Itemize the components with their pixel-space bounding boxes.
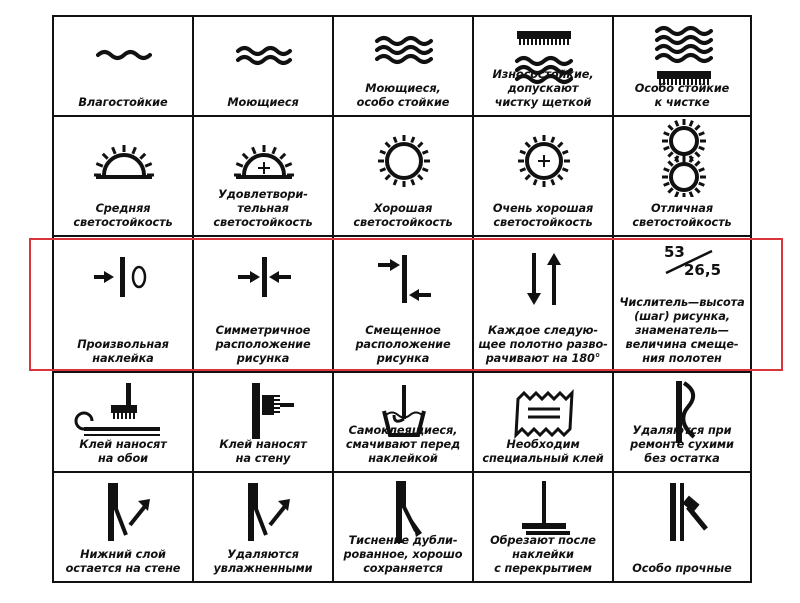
- symbol-label: Смещенное расположение рисунка: [355, 324, 451, 365]
- symbol-label: Каждое следую- щее полотно разво- рачивают на 180°: [478, 324, 608, 365]
- symbol-label: Самоклеящиеся, смачивают перед наклейкой: [345, 424, 461, 465]
- symbol-label: Тиснение дубли- рованное, хорошо сохраняется: [343, 534, 463, 575]
- impact-resistant-icon: [614, 473, 754, 553]
- two-waves-icon: [194, 17, 334, 97]
- symbol-label: Хорошая светостойкость: [353, 202, 453, 229]
- symbol-label: Моющиеся: [227, 96, 299, 109]
- half-sun-plus-icon: [194, 117, 334, 197]
- symbol-label: Моющиеся, особо стойкие: [356, 82, 450, 109]
- symbol-cell: [54, 17, 194, 117]
- symbol-cell: [614, 473, 750, 581]
- symbol-cell: [474, 117, 614, 237]
- symbol-cell: [614, 237, 750, 373]
- symbol-cell: [54, 237, 194, 373]
- symbol-label: Произвольная наклейка: [77, 338, 169, 365]
- sun-plus-icon: [474, 117, 614, 197]
- symbol-cell: [54, 117, 194, 237]
- symbol-cell: [334, 17, 474, 117]
- symbol-label: Средняя светостойкость: [73, 202, 173, 229]
- symbol-cell: [194, 17, 334, 117]
- symbol-cell: [334, 473, 474, 581]
- symbol-label: Клей наносят на обои: [79, 438, 167, 465]
- half-sun-icon: [54, 117, 194, 197]
- symbol-cell: [194, 117, 334, 237]
- symbol-cell: [474, 473, 614, 581]
- symbol-cell: [474, 17, 614, 117]
- symbol-label: Удаляются увлажненными: [213, 548, 313, 575]
- symbol-label: Симметричное расположение рисунка: [215, 324, 311, 365]
- straight-match-icon: [194, 237, 334, 317]
- wet-removable-icon: [194, 473, 334, 553]
- symbol-cell: [334, 117, 474, 237]
- symbol-label: Числитель—высота (шаг) рисунка, знаменатель— величина смеще- ния полотен: [619, 296, 745, 365]
- symbol-label: Особо прочные: [632, 562, 732, 575]
- free-match-icon: [54, 237, 194, 317]
- double-sun-icon: [614, 117, 754, 197]
- symbol-label: Особо стойкие к чистке: [634, 82, 730, 109]
- symbol-label: Обрезают после наклейки с перекрытием: [490, 534, 596, 575]
- symbol-label: Удовлетвори- тельная светостойкость: [213, 188, 313, 229]
- symbol-label: Нижний слой остается на стене: [65, 548, 181, 575]
- symbol-cell: [54, 373, 194, 473]
- symbol-label: Удаляются при ремонте сухими без остатка: [630, 424, 734, 465]
- symbol-cell: [334, 373, 474, 473]
- symbol-label: Очень хорошая светостойкость: [492, 202, 594, 229]
- symbol-cell: [474, 237, 614, 373]
- symbol-cell: [194, 237, 334, 373]
- symbol-label: Влагостойкие: [78, 96, 168, 109]
- offset-match-icon: [334, 237, 474, 317]
- sun-icon: [334, 117, 474, 197]
- symbol-cell: [194, 473, 334, 581]
- reverse-hanging-icon: [474, 237, 614, 317]
- symbol-cell: [54, 473, 194, 581]
- symbol-cell: [194, 373, 334, 473]
- symbol-label: Необходим специальный клей: [482, 438, 604, 465]
- symbol-cell: [474, 373, 614, 473]
- peelable-icon: [54, 473, 194, 553]
- wallpaper-symbols-table: [52, 15, 752, 583]
- symbol-cell: [334, 237, 474, 373]
- symbol-label: Износостойкие, допускают чистку щеткой: [492, 68, 594, 109]
- symbol-label: Отличная светостойкость: [632, 202, 732, 229]
- fraction-denominator: 26,5: [684, 261, 722, 279]
- symbol-label: Клей наносят на стену: [219, 438, 307, 465]
- one-wave-icon: [54, 17, 194, 97]
- symbol-cell: [614, 117, 750, 237]
- symbol-cell: [614, 373, 750, 473]
- fraction-numerator: 53: [664, 243, 685, 261]
- symbol-cell: [614, 17, 750, 117]
